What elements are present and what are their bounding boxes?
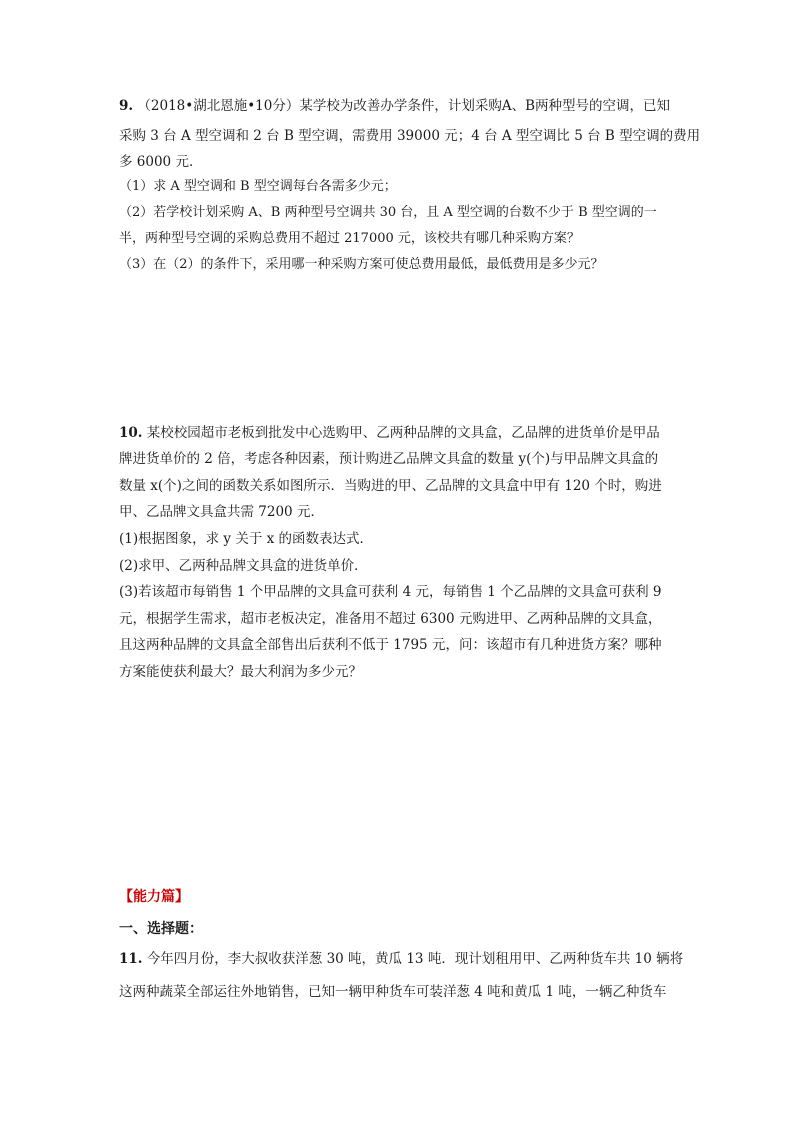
- q10-part-3-cont-2: 且这两种品牌的文具盒全部售出后获利不低于 1795 元，问：该超市有几种进货方案？哪种: [119, 637, 662, 653]
- q11-text-1: 今年四月份，李大叔收获洋葱 30 吨，黄瓜 13 吨．现计划租用甲、乙两种货车共 10 辆将: [146, 951, 684, 967]
- q9-number: 9.: [119, 98, 134, 114]
- q9-line-3: 多 6000 元．: [119, 154, 203, 170]
- q10-line-4: 甲、乙品牌文具盒共需 7200 元．: [119, 504, 324, 520]
- q11-number: 11.: [119, 951, 143, 967]
- q10-text-1: 某校校园超市老板到批发中心选购甲、乙两种品牌的文具盒，乙品牌的进货单价是甲品: [146, 425, 660, 441]
- q11-line-2: 这两种蔬菜全部运往外地销售，已知一辆甲种货车可装洋葱 4 吨和黄瓜 1 吨，一辆乙种货车: [119, 984, 667, 1000]
- q11-line-1: [119, 950, 683, 968]
- q9-line-2: 采购 3 台 A 型空调和 2 台 B 型空调，需费用 39000 元；4 台 A 型空调比 5 台 B 型空调的费用: [119, 128, 701, 144]
- q10-line-2: 牌进货单价的 2 倍，考虑各种因素，预计购进乙品牌文具盒的数量 y(个)与甲品牌文具盒的: [119, 451, 659, 467]
- q10-line-3: 数量 x(个)之间的函数关系如图所示．当购进的甲、乙品牌的文具盒中甲有 120 个时，购进: [119, 478, 662, 494]
- q10-number: 10.: [119, 425, 143, 441]
- q9-part-3: （3）在（2）的条件下，采用哪一种采购方案可使总费用最低，最低费用是多少元？: [119, 257, 604, 272]
- subsection-title: 一、选择题：: [119, 921, 203, 937]
- q9-text-1: （2018•湖北恩施•10分）某学校为改善办学条件，计划采购A、B两种型号的空调，已知: [137, 98, 671, 114]
- q10-part-1: (1)根据图象，求 y 关于 x 的函数表达式．: [119, 531, 374, 547]
- q10-line-1: [119, 424, 660, 442]
- q10-part-3: (3)若该超市每销售 1 个甲品牌的文具盒可获利 4 元，每销售 1 个乙品牌的文具盒可获利 9: [119, 584, 662, 600]
- q10-part-2: (2)求甲、乙两种品牌文具盒的进货单价．: [119, 558, 368, 574]
- q9-part-1: （1）求 A 型空调和 B 型空调每台各需多少元；: [119, 179, 397, 194]
- q10-part-3-cont-3: 方案能使获利最大？最大利润为多少元？: [119, 664, 362, 680]
- section-title: 【能力篇】: [119, 889, 189, 905]
- q10-part-3-cont-1: 元，根据学生需求，超市老板决定，准备用不超过 6300 元购进甲、乙两种品牌的文具盒，: [119, 611, 662, 627]
- q9-part-2: （2）若学校计划采购 A、B 两种型号空调共 30 台，且 A 型空调的台数不少于 B 型空调的一: [119, 205, 657, 220]
- q9-part-2-cont: 半，两种型号空调的采购总费用不超过 217000 元，该校共有哪几种采购方案？: [119, 231, 580, 246]
- q9-line-1: [119, 97, 670, 115]
